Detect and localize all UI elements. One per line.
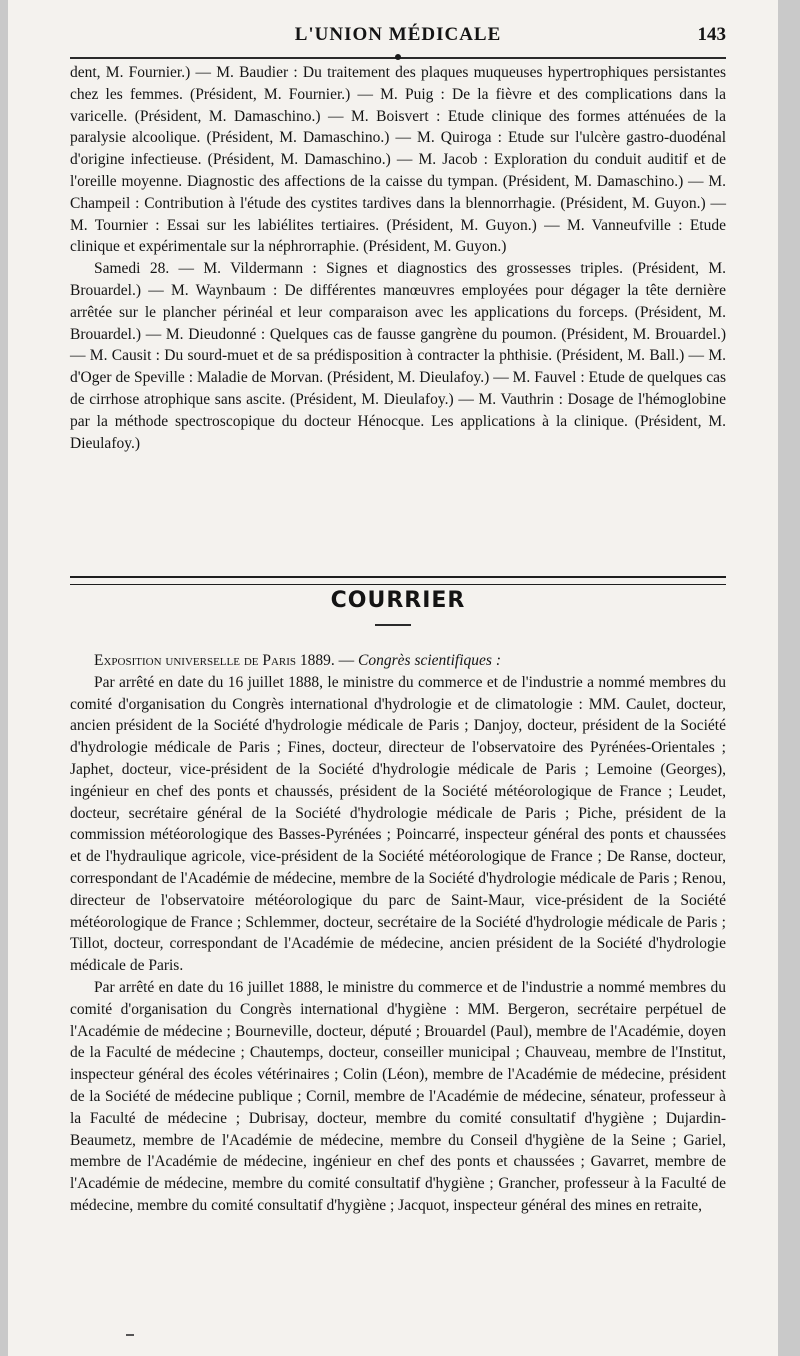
heading-event: Exposition universelle de Paris 1889.: [94, 652, 335, 669]
courrier-paragraph: Par arrêté en date du 16 juillet 1888, le ministre du commerce et de l'industrie a nommé membres du comité d'organisation du Congrès international d'hydrologie et de climatologie : MM. Caulet, docteur, ancien président de la Société d'hydrologie médicale de Paris ; Danjoy, docteur, président de la Société d'hydrologie médicale de Paris ; Fines, docteur, directeur de l'observatoire des Pyrénées-Orientales ; Japhet, docteur, vice-président de la Société d'hydrologie médicale de Paris ; Lemoine (Georges), ingénieur en chef des ponts et chaussés, président de la Société météorologique de France ; Leudet, docteur, secrétaire général de la Société d'hydrologie médicale de Paris ; Piche, président de la commission météorologique des Basses-Pyrénées ; Poincarré, inspecteur général des ponts et chaussées et de l'hydraulique agricole, vice-président de la Société météorologique de France ; De Ranse, docteur, correspondant de l'Académie de médecine, membre de la Société d'hydrologie médicale de Paris ; Renou, directeur de l'observatoire météorologique du parc de Saint-Maur, vice-président de la Société météorologique de France ; Schlemmer, docteur, secrétaire de la Société d'hydrologie médicale de Paris ; Tillot, docteur, correspondant de l'Académie de médecine, ancien président de la Société d'hydrologie médicale de Paris.: [70, 673, 726, 975]
thesis-list: [70, 62, 726, 454]
courrier-heading: [70, 650, 726, 672]
courrier-paragraph: Par arrêté en date du 16 juillet 1888, le ministre du commerce et de l'industrie a nommé membres du comité d'organisation du Congrès international d'hygiène : MM. Bergeron, secrétaire perpétuel de l'Académie de médecine ; Bourneville, docteur, député ; Brouardel (Paul), membre de l'Académie, doyen de la Faculté de médecine ; Chautemps, docteur, conseiller municipal ; Chauveau, membre de l'Institut, inspecteur général des écoles vétérinaires ; Colin (Léon), membre de l'Académie de médecine, président de la Société de médecine publique ; Cornil, membre de l'Académie de médecine, sénateur, professeur à la Faculté de médecine ; Dubrisay, docteur, membre du comité consultatif d'hygiène ; Dujardin-Beaumetz, membre de l'Académie de médecine, membre du Conseil d'hygiène de la Seine ; Gariel, membre de l'Académie de médecine, ingénieur en chef des ponts et chaussées ; Gavarret, membre de l'Académie de médecine, membre du comité consultatif d'hygiène ; Grancher, professeur à la Faculté de médecine, membre du comité consultatif d'hygiène ; Jacquot, inspecteur général des mines en retraite,: [70, 978, 726, 1214]
section-title: COURRIER: [330, 588, 466, 613]
heading-subject: Congrès scientifiques :: [358, 652, 501, 669]
journal-page: [8, 0, 778, 1356]
title-underline: [375, 624, 411, 626]
thesis-paragraph: dent, M. Fournier.) — M. Baudier : Du traitement des plaques muqueuses hypertrophiques persistantes chez les femmes. (Président, M. Fournier.) — M. Puig : De la fièvre et des complications dans la varicelle. (Président, M. Damaschino.) — M. Boisvert : Etude clinique des formes atténuées de la paralysie alcoolique. (Président, M. Damaschino.) — M. Quiroga : Etude sur l'ulcère gastro-duodénal d'origine infectieuse. (Président, M. Damaschino.) — M. Jacob : Exploration du conduit auditif et de l'oreille moyenne. Diagnostic des affections de la caisse du tympan. (Président, M. Damaschino.) — M. Champeil : Contribution à l'étude des cystites tardives dans la blennorrhagie. (Président, M. Guyon.) — M. Tournier : Essai sur les labiélites tertiaires. (Président, M. Guyon.) — M. Vanneufville : Etude clinique et expérimentale sur la néphrorraphie. (Président, M. Guyon.): [70, 64, 726, 256]
rule-ornament: [395, 54, 401, 60]
journal-title: L'UNION MÉDICALE: [294, 24, 502, 45]
footer-mark: [126, 1334, 134, 1336]
section-divider: [70, 576, 726, 585]
running-head: [70, 24, 726, 54]
page-number: 143: [697, 24, 726, 45]
header-rule: [70, 57, 726, 59]
heading-dash: —: [334, 652, 359, 669]
thesis-paragraph: Samedi 28. — M. Vildermann : Signes et diagnostics des grossesses triples. (Président, M. Brouardel.) — M. Waynbaum : De différentes manœuvres employées pour dégager la tête dernière arrêtée sur le plancher périnéal et leur comparaison avec les applications du forceps. (Président, M. Brouardel.) — M. Dieudonné : Quelques cas de fausse gangrène du poumon. (Président, M. Brouardel.) — M. Causit : Du sourd-muet et de sa prédisposition à contracter la phthisie. (Président, M. Ball.) — M. d'Oger de Speville : Maladie de Morvan. (Président, M. Dieulafoy.) — M. Fauvel : Etude de quelques cas de cirrhose atrophique sans ascite. (Président, M. Dieulafoy.) — M. Vauthrin : Dosage de l'hémoglobine par la méthode spectroscopique du docteur Hénocque. Les applications à la clinique. (Président, M. Dieulafoy.): [70, 260, 726, 452]
courrier-section: [70, 650, 726, 1217]
